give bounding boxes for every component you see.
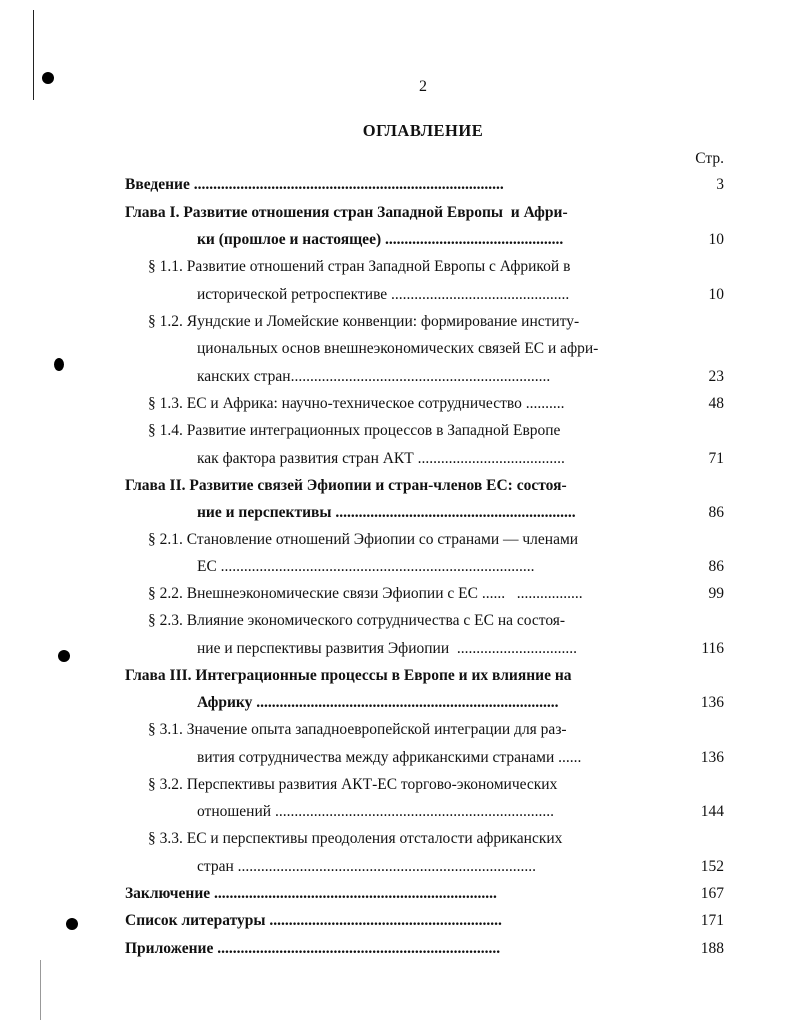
toc-page-number: 86 [708, 558, 724, 575]
toc-page-number: 167 [700, 885, 724, 902]
toc-entry-section-3-3: § 3.3. ЕС и перспективы преодоления отсталости африканских [148, 830, 563, 847]
toc-entry-section-1-4-cont: как фактора развития стран АКТ ...................................... [197, 450, 565, 467]
toc-page-number: 48 [708, 395, 724, 412]
toc-entry-chapter-3: Глава III. Интеграционные процессы в Европе и их влияние на [125, 667, 572, 684]
toc-entry-section-3-2: § 3.2. Перспективы развития АКТ-ЕС торгово-экономических [148, 776, 558, 793]
scan-blot [58, 650, 70, 662]
toc-page-number: 144 [700, 803, 724, 820]
toc-entry-section-1-3: § 1.3. ЕС и Африка: научно-техническое сотрудничество .......... [148, 395, 565, 412]
page-title: ОГЛАВЛЕНИЕ [362, 121, 484, 140]
toc-entry-chapter-1: Глава I. Развитие отношения стран Западной Европы и Афри- [125, 204, 568, 221]
toc-entry-chapter-2: Глава II. Развитие связей Эфиопии и стран-членов ЕС: состоя- [125, 477, 567, 494]
toc-entry-section-1-2-cont: циональных основ внешнеэкономических связей ЕС и афри- [197, 340, 599, 357]
toc-entry-section-1-1: § 1.1. Развитие отношений стран Западной Европы с Африкой в [148, 258, 571, 275]
toc-entry-bibliography: Список литературы ............................................................ [125, 912, 502, 929]
toc-entry-introduction: Введение ................................................................................ [125, 176, 504, 193]
toc-page-number: 23 [708, 368, 724, 385]
toc-entry-chapter-2-cont: ние и перспективы .............................................................. [197, 504, 576, 521]
scan-blot [66, 918, 78, 930]
toc-entry-section-2-2: § 2.2. Внешнеэкономические связи Эфиопии с ЕС ...... ................. [148, 585, 583, 602]
toc-entry-section-3-1: § 3.1. Значение опыта западноевропейской интеграции для раз- [148, 721, 567, 738]
margin-rule-lower [40, 960, 41, 1020]
toc-entry-section-3-3-cont: стран ............................................................................. [197, 858, 537, 875]
toc-page-number: 10 [708, 286, 724, 303]
toc-entry-section-2-1: § 2.1. Становление отношений Эфиопии со странами — членами [148, 531, 579, 548]
toc-page-number: 136 [700, 694, 724, 711]
toc-page-number: 152 [700, 858, 724, 875]
toc-page-number: 171 [700, 912, 724, 929]
toc-page-number: 10 [708, 231, 724, 248]
toc-entry-conclusion: Заключение ......................................................................... [125, 885, 497, 902]
toc-page-number: 116 [701, 640, 724, 657]
toc-entry-section-2-3-cont: ние и перспективы развития Эфиопии ............................... [197, 640, 578, 657]
toc-entry-section-3-1-cont: вития сотрудничества между африканскими странами ...... [197, 749, 582, 766]
toc-entry-section-1-2-cont: канских стран................................................................... [197, 368, 551, 385]
page-column-header: Стр. [695, 150, 724, 167]
toc-page-number: 188 [700, 940, 724, 957]
toc-page-number: 86 [708, 504, 724, 521]
toc-page-number: 99 [708, 585, 724, 602]
page-number: 2 [419, 78, 427, 95]
toc-entry-section-3-2-cont: отношений ........................................................................ [197, 803, 554, 820]
scan-blot [54, 358, 64, 371]
toc-entry-appendix: Приложение ......................................................................... [125, 940, 501, 957]
toc-entry-chapter-3-cont: Африку .............................................................................. [197, 694, 559, 711]
toc-page-number: 3 [716, 176, 724, 193]
toc-entry-section-1-4: § 1.4. Развитие интеграционных процессов в Западной Европе [148, 422, 561, 439]
toc-entry-section-1-2: § 1.2. Яундские и Ломейские конвенции: формирование институ- [148, 313, 580, 330]
toc-entry-section-2-3: § 2.3. Влияние экономического сотрудничества с ЕС на состоя- [148, 612, 566, 629]
toc-page-number: 71 [708, 450, 724, 467]
toc-page-number: 136 [700, 749, 724, 766]
toc-entry-section-1-1-cont: исторической ретроспективе .............................................. [197, 286, 570, 303]
toc-entry-section-2-1-cont: ЕС ................................................................................. [197, 558, 535, 575]
toc-entry-chapter-1-cont: ки (прошлое и настоящее) .............................................. [197, 231, 564, 248]
